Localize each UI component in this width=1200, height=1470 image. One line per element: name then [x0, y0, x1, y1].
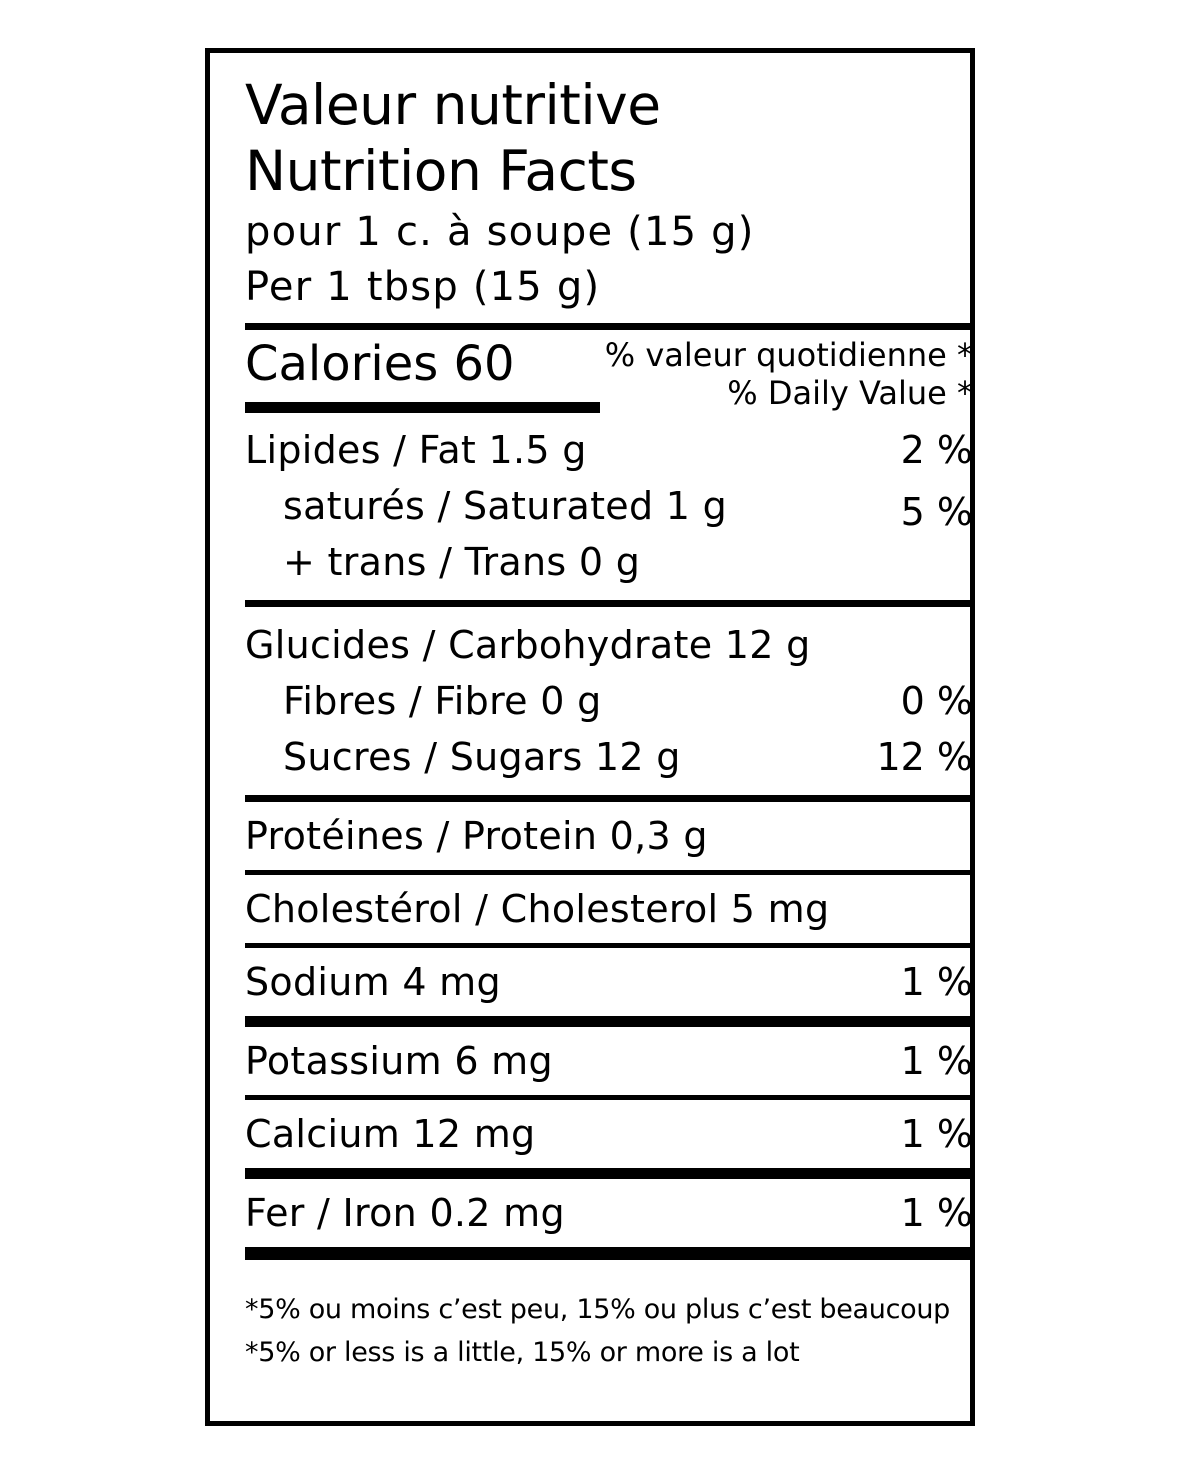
row-fibre: [245, 673, 973, 729]
row-sugars-label: Sucres / Sugars 12 g: [283, 735, 681, 779]
nutrition-facts-panel: [205, 48, 975, 1426]
row-fat-label: Lipides / Fat 1.5 g: [245, 428, 587, 472]
row-fibre-label: Fibres / Fibre 0 g: [283, 679, 602, 723]
row-saturated: [245, 478, 973, 534]
row-potassium-label: Potassium 6 mg: [245, 1039, 553, 1083]
nutrition-facts-content: [245, 71, 973, 1374]
footnote-french: *5% ou moins c’est peu, 15% ou plus c’est beaucoup: [245, 1294, 951, 1325]
daily-value-french: % valeur quotidienne *: [604, 336, 973, 374]
row-saturated-label: saturés / Saturated 1 g: [283, 484, 728, 528]
row-sugars: [245, 729, 973, 785]
row-trans: [245, 534, 973, 590]
fat-group: [245, 422, 973, 590]
row-cholesterol-label: Cholestérol / Cholesterol 5 mg: [245, 887, 830, 931]
footnote-english: *5% or less is a little, 15% or more is a lot: [245, 1337, 800, 1368]
row-calcium-label: Calcium 12 mg: [245, 1112, 536, 1156]
title-english: Nutrition Facts: [245, 139, 637, 203]
row-iron-label: Fer / Iron 0.2 mg: [245, 1191, 565, 1235]
divider-after-serving: [245, 323, 973, 330]
divider-after-calcium: [245, 1168, 973, 1179]
calories-underline: [245, 402, 600, 413]
calories-label: Calories 60: [245, 336, 515, 392]
row-sugars-percent: 12 %: [876, 735, 973, 779]
divider-after-sodium: [245, 1016, 973, 1027]
row-sodium-percent: 1 %: [900, 960, 973, 1004]
row-sodium-label: Sodium 4 mg: [245, 960, 501, 1004]
row-calcium-percent: 1 %: [900, 1112, 973, 1156]
divider-after-carbs: [245, 795, 973, 802]
row-calcium: [245, 1106, 973, 1162]
row-carbohydrate: [245, 617, 973, 673]
row-fat-percent: 2 %: [900, 428, 973, 472]
divider-bottom: [245, 1247, 973, 1260]
row-fat: [245, 422, 973, 478]
serving-size-french: pour 1 c. à soupe (15 g): [245, 209, 755, 255]
row-potassium: [245, 1033, 973, 1089]
calories-row: [245, 330, 973, 412]
daily-value-english: % Daily Value *: [727, 374, 973, 412]
row-trans-label: + trans / Trans 0 g: [283, 540, 641, 584]
row-cholesterol: [245, 881, 973, 937]
row-sodium: [245, 954, 973, 1010]
row-protein-label: Protéines / Protein 0,3 g: [245, 814, 708, 858]
daily-value-header: [605, 336, 973, 412]
row-iron-percent: 1 %: [900, 1191, 973, 1235]
serving-size-english: Per 1 tbsp (15 g): [245, 264, 601, 310]
row-carbohydrate-label: Glucides / Carbohydrate 12 g: [245, 623, 811, 667]
row-fibre-percent: 0 %: [900, 679, 973, 723]
footnotes: [245, 1260, 973, 1374]
row-potassium-percent: 1 %: [900, 1039, 973, 1083]
title-french: Valeur nutritive: [245, 73, 661, 137]
divider-after-fat: [245, 600, 973, 607]
row-iron: [245, 1185, 973, 1241]
row-saturated-trans-percent: 5 %: [900, 490, 973, 534]
row-protein: [245, 808, 973, 864]
